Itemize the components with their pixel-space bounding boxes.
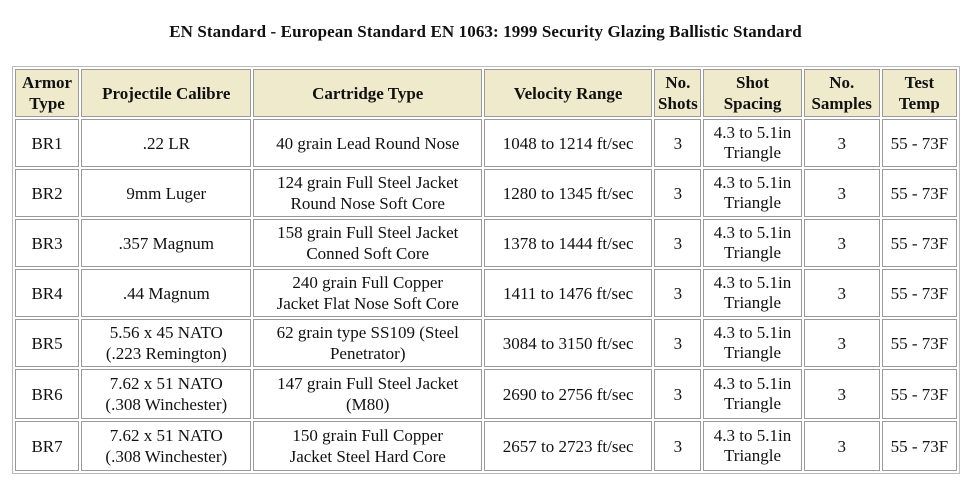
velocity-cell: 1048 to 1214 ft/sec [484, 119, 652, 167]
header-projectile-calibre: Projectile Calibre [81, 69, 251, 117]
spacing-cell: 4.3 to 5.1in Triangle [703, 369, 801, 419]
samples-cell: 3 [804, 421, 880, 471]
armor-type-cell: BR2 [15, 169, 79, 217]
velocity-cell: 3084 to 3150 ft/sec [484, 319, 652, 367]
table-row [15, 421, 957, 471]
spacing-cell: 4.3 to 5.1in Triangle [703, 119, 801, 167]
armor-type-cell: BR7 [15, 421, 79, 471]
spacing-cell: 4.3 to 5.1in Triangle [703, 169, 801, 217]
samples-cell: 3 [804, 369, 880, 419]
header-velocity-range: Velocity Range [484, 69, 652, 117]
shots-cell: 3 [654, 421, 701, 471]
spacing-cell: 4.3 to 5.1in Triangle [703, 269, 801, 317]
cartridge-cell: 240 grain Full Copper Jacket Flat Nose Soft Core [253, 269, 481, 317]
page-title: EN Standard - European Standard EN 1063: 1999 Security Glazing Ballistic Standard [169, 22, 802, 41]
spacing-cell: 4.3 to 5.1in Triangle [703, 421, 801, 471]
header-no-samples: No. Samples [804, 69, 880, 117]
header-cartridge-type: Cartridge Type [253, 69, 481, 117]
cartridge-cell: 124 grain Full Steel Jacket Round Nose Soft Core [253, 169, 481, 217]
calibre-cell: 7.62 x 51 NATO (.308 Winchester) [81, 421, 251, 471]
shots-cell: 3 [654, 119, 701, 167]
velocity-cell: 2657 to 2723 ft/sec [484, 421, 652, 471]
shots-cell: 3 [654, 269, 701, 317]
spacing-cell: 4.3 to 5.1in Triangle [703, 319, 801, 367]
shots-cell: 3 [654, 369, 701, 419]
samples-cell: 3 [804, 219, 880, 267]
armor-type-cell: BR3 [15, 219, 79, 267]
samples-cell: 3 [804, 119, 880, 167]
velocity-cell: 1280 to 1345 ft/sec [484, 169, 652, 217]
header-shot-spacing: Shot Spacing [703, 69, 801, 117]
samples-cell: 3 [804, 319, 880, 367]
calibre-cell: 5.56 x 45 NATO (.223 Remington) [81, 319, 251, 367]
calibre-cell: .22 LR [81, 119, 251, 167]
header-test-temp: Test Temp [882, 69, 957, 117]
cartridge-cell: 147 grain Full Steel Jacket (M80) [253, 369, 481, 419]
cartridge-cell: 158 grain Full Steel Jacket Conned Soft Core [253, 219, 481, 267]
armor-type-cell: BR4 [15, 269, 79, 317]
temp-cell: 55 - 73F [882, 219, 957, 267]
shots-cell: 3 [654, 169, 701, 217]
calibre-cell: 7.62 x 51 NATO (.308 Winchester) [81, 369, 251, 419]
velocity-cell: 2690 to 2756 ft/sec [484, 369, 652, 419]
temp-cell: 55 - 73F [882, 269, 957, 317]
header-armor-type: Armor Type [15, 69, 79, 117]
cartridge-cell: 150 grain Full Copper Jacket Steel Hard Core [253, 421, 481, 471]
samples-cell: 3 [804, 269, 880, 317]
temp-cell: 55 - 73F [882, 319, 957, 367]
table-row [15, 319, 957, 367]
ballistic-standard-table [12, 66, 960, 474]
armor-type-cell: BR1 [15, 119, 79, 167]
armor-type-cell: BR6 [15, 369, 79, 419]
header-no-shots: No. Shots [654, 69, 701, 117]
calibre-cell: 9mm Luger [81, 169, 251, 217]
cartridge-cell: 40 grain Lead Round Nose [253, 119, 481, 167]
table-row [15, 269, 957, 317]
shots-cell: 3 [654, 219, 701, 267]
header-row [15, 69, 957, 117]
temp-cell: 55 - 73F [882, 421, 957, 471]
cartridge-cell: 62 grain type SS109 (Steel Penetrator) [253, 319, 481, 367]
shots-cell: 3 [654, 319, 701, 367]
table-row [15, 169, 957, 217]
temp-cell: 55 - 73F [882, 169, 957, 217]
calibre-cell: .44 Magnum [81, 269, 251, 317]
velocity-cell: 1378 to 1444 ft/sec [484, 219, 652, 267]
table-row [15, 369, 957, 419]
temp-cell: 55 - 73F [882, 119, 957, 167]
table-row [15, 119, 957, 167]
velocity-cell: 1411 to 1476 ft/sec [484, 269, 652, 317]
table-row [15, 219, 957, 267]
temp-cell: 55 - 73F [882, 369, 957, 419]
spacing-cell: 4.3 to 5.1in Triangle [703, 219, 801, 267]
armor-type-cell: BR5 [15, 319, 79, 367]
samples-cell: 3 [804, 169, 880, 217]
calibre-cell: .357 Magnum [81, 219, 251, 267]
